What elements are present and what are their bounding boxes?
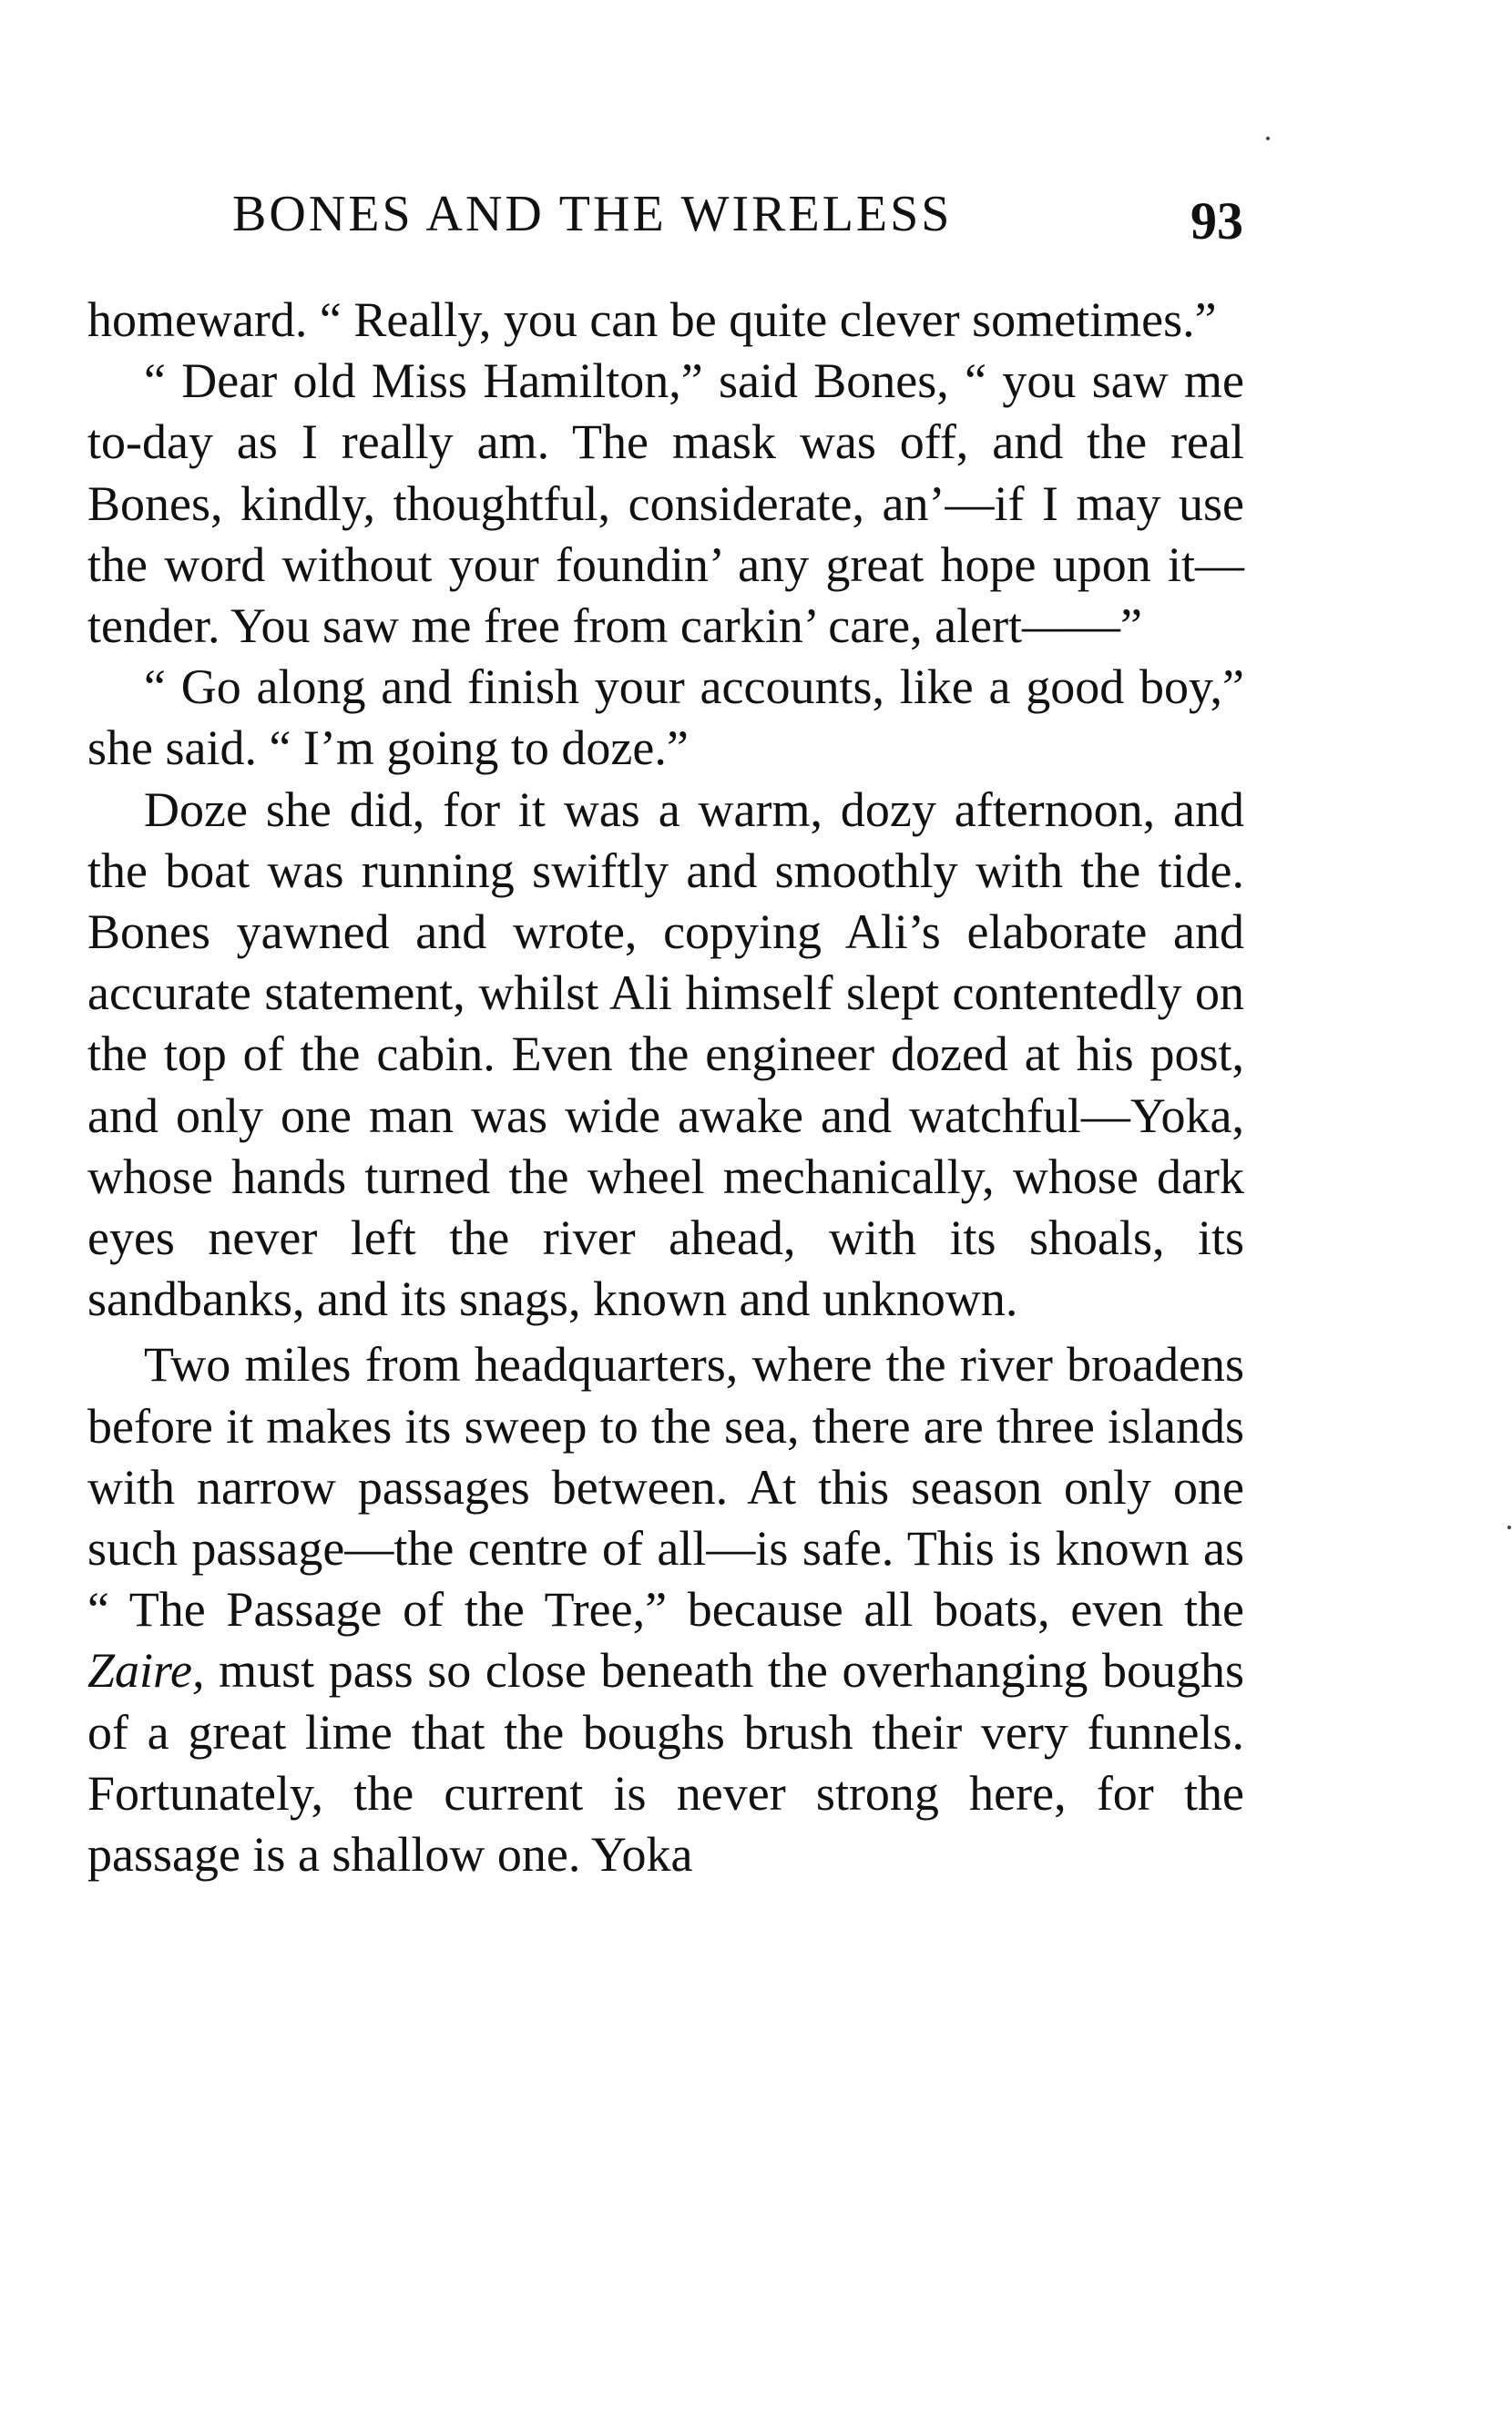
- paragraph-text: must pass so close beneath the overhanging boughs of a great lime that the boughs brush their very funnels. Fortunately, the current is never strong here, for the passage is a shallow one. Yoka: [87, 1643, 1244, 1883]
- paragraph: Doze she did, for it was a warm, dozy afternoon, and the boat was running swiftly and smoothly with the tide. Bones yawned and wrote, copying Ali’s elaborate and accurate statement, whilst Ali himself slept contentedly on the top of the cabin. Even the engineer dozed at his post, and only one man was wide awake and watchful—Yoka, whose hands turned the wheel mechanically, whose dark eyes never left the river ahead, with its shoals, its sandbanks, and its snags, known and unknown.: [87, 781, 1244, 1327]
- speck: [1266, 137, 1270, 140]
- paragraph: “ Go along and finish your accounts, like a good boy,” she said. “ I’m going to doze.”: [87, 659, 1244, 776]
- paragraph: [87, 1334, 1244, 1885]
- page-number: 93: [1190, 191, 1243, 250]
- body-text: [87, 290, 1244, 1885]
- paragraph: homeward. “ Really, you can be quite clever sometimes.”: [87, 292, 1217, 347]
- paragraph: “ Dear old Miss Hamilton,” said Bones, “ you saw me to-day as I really am. The mask was off, and the real Bones, kindly, thoughtful, considerate, an’—if I may use the word without your foundin’ any great hope upon it—tender. You saw me free from carkin’ care, alert——”: [87, 353, 1244, 654]
- italic-ship-name: Zaire,: [87, 1643, 205, 1699]
- speck: [1507, 1526, 1511, 1529]
- running-title: BONES AND THE WIRELESS: [232, 186, 953, 242]
- paragraph-text: Two miles from headquarters, where the river broadens before it makes its sweep to the sea, there are three islands with narrow passages between. At this season only one such passage—the centre of all—is safe. This is known as “ The Passage of the Tree,” because all boats, even the: [87, 1337, 1244, 1638]
- page-header: [232, 182, 1243, 255]
